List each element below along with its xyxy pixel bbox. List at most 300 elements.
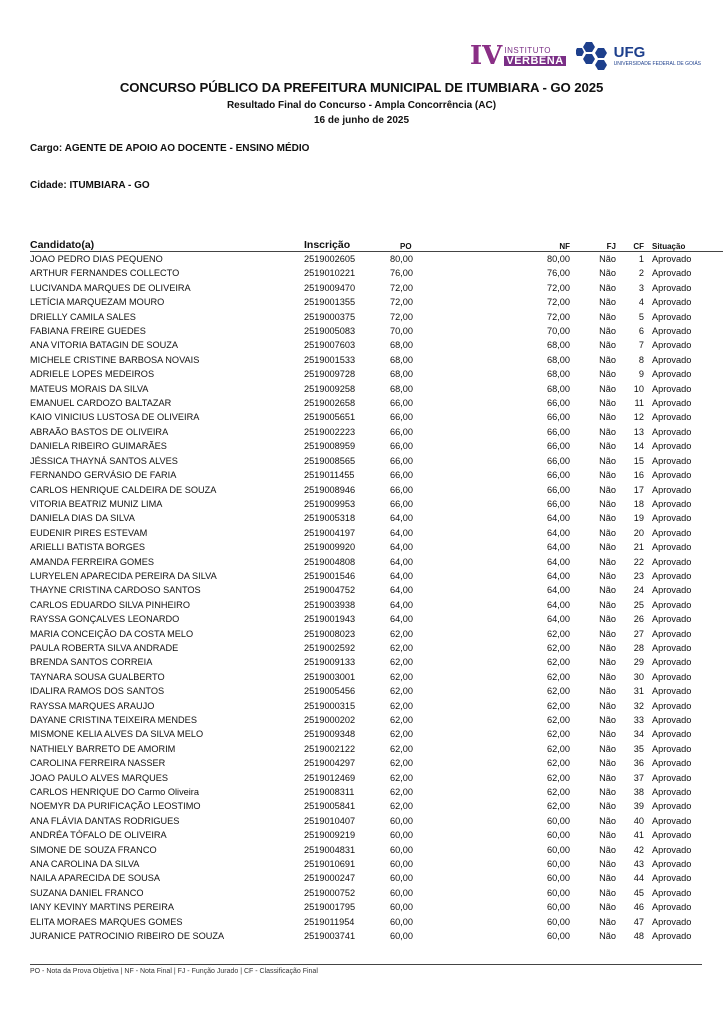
cell-cf: 37 — [633, 772, 644, 783]
cell-situacao: Aprovado — [652, 787, 692, 798]
cell-nf: 66,00 — [547, 470, 570, 481]
cell-inscricao: 2519001533 — [304, 354, 356, 365]
cell-cf: 2 — [638, 268, 644, 279]
table-row — [30, 569, 723, 583]
table-header-row — [30, 233, 723, 252]
cell-nf: 66,00 — [547, 412, 570, 423]
table-row — [30, 684, 723, 698]
cell-inscricao: 2519009133 — [304, 657, 356, 668]
ufg-logo-subtext: UNIVERSIDADE FEDERAL DE GOIÁS — [613, 61, 701, 67]
cell-inscricao: 2519001943 — [304, 614, 356, 625]
cell-candidato: MATEUS MORAIS DA SILVA — [30, 383, 149, 394]
cell-situacao: Aprovado — [652, 887, 692, 898]
cell-cf: 28 — [633, 642, 644, 653]
cell-candidato: JURANICE PATROCINIO RIBEIRO DE SOUZA — [30, 931, 225, 942]
cell-candidato: JOAO PEDRO DIAS PEQUENO — [30, 254, 163, 264]
cell-inscricao: 2519003938 — [304, 599, 356, 610]
document-date: 16 de junho de 2025 — [313, 115, 410, 126]
cell-inscricao: 2519003001 — [304, 671, 356, 682]
cell-nf: 62,00 — [547, 642, 570, 653]
cell-cf: 12 — [633, 412, 644, 423]
cell-cf: 18 — [633, 498, 644, 509]
cell-cf: 36 — [633, 758, 644, 769]
cell-cf: 10 — [633, 383, 644, 394]
cell-nf: 62,00 — [547, 671, 570, 682]
cell-fj: Não — [599, 873, 616, 884]
cell-po: 66,00 — [390, 498, 413, 509]
table-row — [30, 655, 723, 669]
cell-inscricao: 2519011954 — [304, 916, 355, 927]
instituto-verbena-logo — [470, 43, 566, 69]
table-row — [30, 612, 723, 626]
cell-fj: Não — [599, 772, 616, 783]
cell-nf: 72,00 — [547, 297, 570, 308]
cell-po: 64,00 — [390, 542, 413, 553]
cell-situacao: Aprovado — [652, 527, 692, 538]
table-row — [30, 483, 723, 497]
cell-situacao: Aprovado — [652, 470, 692, 481]
cell-inscricao: 2519000202 — [304, 715, 356, 725]
cell-fj: Não — [599, 642, 616, 653]
cell-fj: Não — [599, 916, 616, 927]
cell-po: 64,00 — [390, 556, 413, 567]
cell-situacao: Aprovado — [652, 311, 692, 322]
cell-inscricao: 2519005651 — [304, 412, 356, 423]
cell-nf: 60,00 — [547, 844, 570, 855]
cell-candidato: DAYANE CRISTINA TEIXEIRA MENDES — [30, 715, 197, 725]
cell-candidato: SIMONE DE SOUZA FRANCO — [30, 844, 157, 855]
table-row — [30, 699, 723, 713]
cell-cf: 19 — [633, 513, 644, 524]
cell-po: 72,00 — [390, 297, 413, 308]
cell-inscricao: 2519005456 — [304, 686, 356, 697]
cell-candidato: CAROLINA FERREIRA NASSER — [30, 758, 166, 769]
cell-fj: Não — [599, 599, 616, 610]
cell-inscricao: 2519008023 — [304, 628, 356, 639]
table-row — [30, 382, 723, 396]
cell-candidato: SUZANA DANIEL FRANCO — [30, 887, 144, 898]
table-row — [30, 266, 723, 280]
cell-candidato: FERNANDO GERVÁSIO DE FARIA — [30, 470, 177, 481]
cell-fj: Não — [599, 398, 616, 409]
cell-fj: Não — [599, 484, 616, 495]
cell-situacao: Aprovado — [652, 743, 692, 754]
cell-inscricao: 2519000247 — [304, 873, 356, 884]
table-row — [30, 727, 723, 741]
cell-cf: 32 — [633, 700, 644, 711]
cell-fj: Não — [599, 628, 616, 639]
table-row — [30, 367, 723, 381]
cell-fj: Não — [599, 743, 616, 754]
cell-inscricao: 2519009920 — [304, 542, 356, 553]
cell-situacao: Aprovado — [652, 254, 692, 264]
cell-situacao: Aprovado — [652, 700, 692, 711]
cell-candidato: MARIA CONCEIÇÃO DA COSTA MELO — [30, 628, 194, 639]
cell-inscricao: 2519008959 — [304, 441, 356, 452]
iv-logo-big-text: VERBENA — [506, 55, 564, 67]
cell-inscricao: 2519005318 — [304, 513, 356, 524]
cell-candidato: NATHIELY BARRETO DE AMORIM — [30, 743, 176, 754]
cell-nf: 66,00 — [547, 498, 570, 509]
cell-cf: 38 — [633, 787, 644, 798]
table-row — [30, 324, 723, 338]
cell-po: 66,00 — [390, 455, 413, 466]
cell-cf: 41 — [633, 830, 644, 841]
cell-situacao: Aprovado — [652, 455, 692, 466]
table-row — [30, 468, 723, 482]
cell-fj: Não — [599, 383, 616, 394]
cell-nf: 68,00 — [547, 383, 570, 394]
cell-nf: 64,00 — [547, 570, 570, 581]
table-row — [30, 785, 723, 799]
cell-nf: 72,00 — [547, 282, 570, 293]
cell-candidato: RAYSSA GONÇALVES LEONARDO — [30, 614, 180, 625]
cell-po: 66,00 — [390, 426, 413, 437]
cell-fj: Não — [599, 282, 616, 293]
cell-candidato: ANA FLÁVIA DANTAS RODRIGUES — [30, 815, 180, 826]
cell-po: 62,00 — [390, 657, 413, 668]
cell-candidato: IDALIRA RAMOS DOS SANTOS — [30, 686, 165, 697]
table-row — [30, 756, 723, 770]
cell-nf: 68,00 — [547, 369, 570, 380]
footer-divider — [30, 964, 702, 965]
cell-nf: 66,00 — [547, 426, 570, 437]
cell-inscricao: 2519002122 — [304, 743, 356, 754]
cell-fj: Não — [599, 354, 616, 365]
cell-fj: Não — [599, 931, 616, 942]
cell-inscricao: 2519001546 — [304, 570, 356, 581]
cell-candidato: MISMONE KELIA ALVES DA SILVA MELO — [30, 729, 204, 740]
cell-nf: 64,00 — [547, 527, 570, 538]
table-row — [30, 540, 723, 554]
cell-fj: Não — [599, 570, 616, 581]
table-row — [30, 353, 723, 367]
document-title: CONCURSO PÚBLICO DA PREFEITURA MUNICIPAL DE ITUMBIARA - GO 2025 — [119, 80, 604, 95]
cell-po: 70,00 — [390, 326, 413, 337]
cell-situacao: Aprovado — [652, 830, 692, 841]
table-row — [30, 583, 723, 597]
cell-candidato: JOAO PAULO ALVES MARQUES — [30, 772, 169, 783]
cell-nf: 66,00 — [547, 484, 570, 495]
cell-situacao: Aprovado — [652, 268, 692, 279]
cell-cf: 7 — [638, 340, 644, 351]
cell-cf: 44 — [633, 873, 644, 884]
cell-po: 66,00 — [390, 484, 413, 495]
cell-nf: 62,00 — [547, 772, 570, 783]
cell-inscricao: 2519009348 — [304, 729, 356, 740]
cell-inscricao: 2519008311 — [304, 787, 355, 798]
cell-fj: Não — [599, 686, 616, 697]
cargo-label: Cargo: AGENTE DE APOIO AO DOCENTE - ENSINO MÉDIO — [30, 143, 310, 154]
table-row — [30, 843, 723, 857]
cell-fj: Não — [599, 887, 616, 898]
cell-situacao: Aprovado — [652, 542, 692, 553]
cell-nf: 68,00 — [547, 354, 570, 365]
cell-cf: 48 — [633, 931, 644, 942]
cell-inscricao: 2519005841 — [304, 801, 356, 812]
cell-po: 64,00 — [390, 570, 413, 581]
cell-situacao: Aprovado — [652, 369, 692, 380]
col-header-candidato: Candidato(a) — [30, 239, 95, 251]
cell-po: 60,00 — [390, 830, 413, 841]
cell-fj: Não — [599, 614, 616, 625]
cell-situacao: Aprovado — [652, 354, 692, 365]
table-row — [30, 338, 723, 352]
cell-fj: Não — [599, 340, 616, 351]
table-row — [30, 439, 723, 453]
table-row — [30, 555, 723, 569]
cell-inscricao: 2519004831 — [304, 844, 356, 855]
cell-fj: Não — [599, 412, 616, 423]
table-row — [30, 295, 723, 309]
cell-po: 60,00 — [390, 873, 413, 884]
cell-fj: Não — [599, 542, 616, 553]
cell-po: 60,00 — [390, 931, 413, 942]
cell-candidato: LUCIVANDA MARQUES DE OLIVEIRA — [30, 282, 191, 293]
cell-cf: 20 — [633, 527, 644, 538]
cell-cf: 3 — [638, 282, 644, 293]
cell-candidato: RAYSSA MARQUES ARAUJO — [30, 700, 155, 711]
cell-situacao: Aprovado — [652, 628, 692, 639]
table-row — [30, 598, 723, 612]
cell-nf: 60,00 — [547, 815, 570, 826]
cidade-label: Cidade: ITUMBIARA - GO — [30, 180, 150, 191]
cell-po: 66,00 — [390, 470, 413, 481]
ufg-logo-text: UFG — [613, 44, 646, 61]
cell-cf: 24 — [633, 585, 644, 596]
cell-situacao: Aprovado — [652, 498, 692, 509]
cell-cf: 11 — [634, 398, 644, 409]
cell-candidato: FABIANA FREIRE GUEDES — [30, 326, 146, 337]
cell-fj: Não — [599, 527, 616, 538]
cell-situacao: Aprovado — [652, 383, 692, 394]
cell-po: 80,00 — [390, 254, 413, 264]
cell-fj: Não — [599, 268, 616, 279]
cell-situacao: Aprovado — [652, 657, 692, 668]
cell-inscricao: 2519004752 — [304, 585, 356, 596]
cell-situacao: Aprovado — [652, 686, 692, 697]
cell-po: 62,00 — [390, 700, 413, 711]
cell-nf: 60,00 — [547, 873, 570, 884]
table-row — [30, 857, 723, 871]
table-row — [30, 771, 723, 785]
cell-nf: 62,00 — [547, 758, 570, 769]
cell-candidato: CARLOS HENRIQUE CALDEIRA DE SOUZA — [30, 484, 217, 495]
cell-po: 60,00 — [390, 916, 413, 927]
cell-po: 76,00 — [390, 268, 413, 279]
cell-candidato: LETÍCIA MARQUEZAM MOURO — [30, 297, 165, 308]
cell-nf: 66,00 — [547, 455, 570, 466]
table-row — [30, 526, 723, 540]
cell-situacao: Aprovado — [652, 412, 692, 423]
cell-inscricao: 2519011455 — [304, 470, 355, 481]
col-header-po: PO — [400, 242, 412, 251]
cell-candidato: THAYNE CRISTINA CARDOSO SANTOS — [30, 585, 201, 596]
cell-fj: Não — [599, 902, 616, 913]
cell-fj: Não — [599, 801, 616, 812]
cell-po: 60,00 — [390, 859, 413, 870]
cell-cf: 16 — [633, 470, 644, 481]
cell-nf: 64,00 — [547, 542, 570, 553]
table-row — [30, 410, 723, 424]
ufg-hexagon-icon — [576, 40, 610, 72]
cell-fj: Não — [599, 297, 616, 308]
cell-nf: 72,00 — [547, 311, 570, 322]
cell-inscricao: 2519009470 — [304, 282, 356, 293]
cell-nf: 70,00 — [547, 326, 570, 337]
results-table — [30, 233, 723, 944]
cell-po: 62,00 — [390, 729, 413, 740]
cell-cf: 6 — [638, 326, 644, 337]
cell-inscricao: 2519007603 — [304, 340, 356, 351]
cell-po: 64,00 — [390, 614, 413, 625]
cell-cf: 29 — [633, 657, 644, 668]
cell-fj: Não — [599, 700, 616, 711]
cell-cf: 4 — [638, 297, 644, 308]
cell-po: 60,00 — [390, 902, 413, 913]
iv-logo-small-text: INSTITUTO — [504, 46, 551, 55]
cell-po: 62,00 — [390, 628, 413, 639]
cell-cf: 15 — [633, 455, 644, 466]
cell-fj: Não — [599, 657, 616, 668]
cell-po: 62,00 — [390, 715, 413, 725]
cell-nf: 64,00 — [547, 585, 570, 596]
cell-inscricao: 2519002223 — [304, 426, 356, 437]
cell-candidato: ANA VITORIA BATAGIN DE SOUZA — [30, 340, 179, 351]
cell-candidato: DANIELA DIAS DA SILVA — [30, 513, 135, 524]
cell-candidato: ELITA MORAES MARQUES GOMES — [30, 916, 183, 927]
cell-candidato: CARLOS HENRIQUE DO Carmo Oliveira — [30, 787, 199, 798]
cell-nf: 62,00 — [547, 628, 570, 639]
cell-candidato: ARTHUR FERNANDES COLLECTO — [30, 268, 180, 279]
cell-nf: 62,00 — [547, 743, 570, 754]
cell-candidato: TAYNARA SOUSA GUALBERTO — [30, 671, 165, 682]
cell-fj: Não — [599, 513, 616, 524]
cell-candidato: KAIO VINICIUS LUSTOSA DE OLIVEIRA — [30, 412, 200, 423]
cell-po: 62,00 — [390, 642, 413, 653]
cell-situacao: Aprovado — [652, 859, 692, 870]
cell-fj: Não — [599, 787, 616, 798]
cell-cf: 46 — [633, 902, 644, 913]
cell-inscricao: 2519000315 — [304, 700, 356, 711]
cell-cf: 9 — [638, 369, 644, 380]
cell-candidato: DANIELA RIBEIRO GUIMARÃES — [30, 441, 167, 452]
cell-candidato: AMANDA FERREIRA GOMES — [30, 556, 155, 567]
cell-cf: 14 — [633, 441, 644, 452]
cell-situacao: Aprovado — [652, 556, 692, 567]
cell-candidato: LURYELEN APARECIDA PEREIRA DA SILVA — [30, 570, 217, 581]
cell-candidato: NOEMYR DA PURIFICAÇÃO LEOSTIMO — [30, 801, 201, 812]
cell-cf: 35 — [633, 743, 644, 754]
table-row — [30, 670, 723, 684]
cell-cf: 40 — [633, 815, 644, 826]
cell-po: 64,00 — [390, 513, 413, 524]
cell-fj: Não — [599, 729, 616, 740]
cell-nf: 64,00 — [547, 513, 570, 524]
cell-situacao: Aprovado — [652, 340, 692, 351]
cell-po: 64,00 — [390, 585, 413, 596]
cell-inscricao: 2519009219 — [304, 830, 356, 841]
cell-inscricao: 2519003741 — [304, 931, 356, 942]
cell-nf: 60,00 — [547, 902, 570, 913]
table-row — [30, 252, 723, 267]
cell-inscricao: 2519010221 — [304, 268, 356, 279]
cell-candidato: EMANUEL CARDOZO BALTAZAR — [30, 398, 172, 409]
table-row — [30, 511, 723, 525]
cell-cf: 13 — [633, 426, 644, 437]
table-row — [30, 915, 723, 929]
cell-candidato: ADRIELE LOPES MEDEIROS — [30, 369, 155, 380]
cell-cf: 8 — [638, 354, 644, 365]
cell-candidato: ANA CAROLINA DA SILVA — [30, 859, 140, 870]
cell-po: 68,00 — [390, 369, 413, 380]
table-row — [30, 310, 723, 324]
table-row — [30, 886, 723, 900]
cell-inscricao: 2519010691 — [304, 859, 356, 870]
cell-cf: 43 — [633, 859, 644, 870]
cell-nf: 76,00 — [547, 268, 570, 279]
table-row — [30, 425, 723, 439]
cell-situacao: Aprovado — [652, 815, 692, 826]
table-row — [30, 828, 723, 842]
cell-nf: 62,00 — [547, 729, 570, 740]
cell-situacao: Aprovado — [652, 426, 692, 437]
cell-candidato: MICHELE CRISTINE BARBOSA NOVAIS — [30, 354, 200, 365]
cell-inscricao: 2519002592 — [304, 642, 356, 653]
cell-cf: 47 — [633, 916, 644, 927]
iv-logo-mark: IV — [470, 41, 503, 71]
cell-cf: 25 — [633, 599, 644, 610]
cell-nf: 64,00 — [547, 599, 570, 610]
cell-inscricao: 2519008946 — [304, 484, 356, 495]
cell-candidato: EUDENIR PIRES ESTEVAM — [30, 527, 148, 538]
cell-candidato: NAILA APARECIDA DE SOUSA — [30, 873, 161, 884]
cell-cf: 42 — [633, 844, 644, 855]
cell-nf: 62,00 — [547, 686, 570, 697]
cell-situacao: Aprovado — [652, 729, 692, 740]
cell-inscricao: 2519001795 — [304, 902, 356, 913]
cell-po: 62,00 — [390, 787, 413, 798]
cell-po: 60,00 — [390, 844, 413, 855]
cell-situacao: Aprovado — [652, 513, 692, 524]
cell-candidato: DRIELLY CAMILA SALES — [30, 311, 136, 322]
table-row — [30, 641, 723, 655]
cell-fj: Não — [599, 311, 616, 322]
cell-nf: 60,00 — [547, 916, 570, 927]
cell-situacao: Aprovado — [652, 282, 692, 293]
cell-situacao: Aprovado — [652, 844, 692, 855]
table-row — [30, 497, 723, 511]
cell-fj: Não — [599, 455, 616, 466]
cell-fj: Não — [599, 715, 616, 725]
cell-inscricao: 2519005083 — [304, 326, 356, 337]
table-row — [30, 742, 723, 756]
cell-situacao: Aprovado — [652, 484, 692, 495]
cell-situacao: Aprovado — [652, 931, 692, 942]
cell-inscricao: 2519002605 — [304, 254, 356, 264]
cell-po: 66,00 — [390, 412, 413, 423]
cell-po: 68,00 — [390, 340, 413, 351]
table-row — [30, 929, 723, 943]
cell-po: 62,00 — [390, 772, 413, 783]
cell-situacao: Aprovado — [652, 671, 692, 682]
cell-cf: 39 — [633, 801, 644, 812]
ufg-logo — [576, 40, 701, 72]
cell-po: 64,00 — [390, 527, 413, 538]
cell-fj: Não — [599, 815, 616, 826]
cell-cf: 34 — [633, 729, 644, 740]
table-row — [30, 454, 723, 468]
